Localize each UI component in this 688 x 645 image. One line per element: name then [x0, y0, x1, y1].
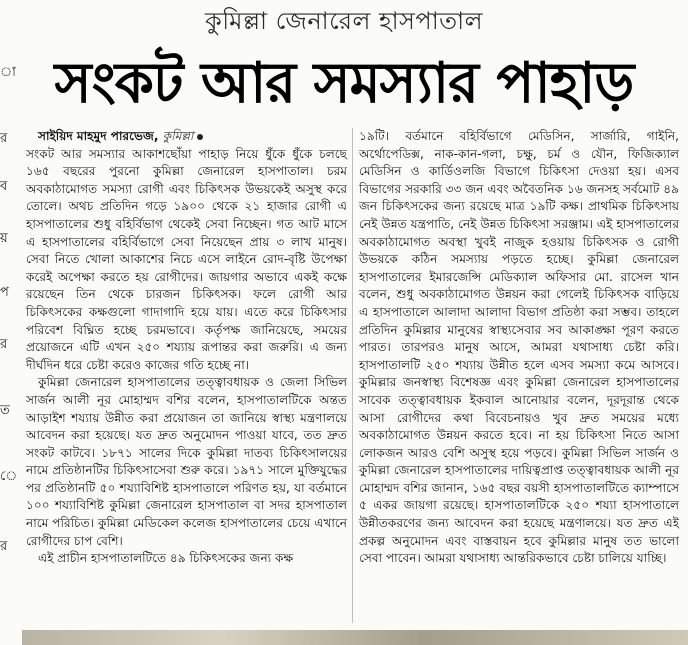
paragraph: সংকট আর সমস্যার আকাশছোঁয়া পাহাড় নিয়ে ধুঁকে ধুঁকে চলছে ১৬৫ বছরের পুরনো কুমিল্লা জেনারেল হাসপাতাল। চরম অবকাঠামোগত সমস্যা রোগী এবং চিকিৎসক উভয়কেই অসুস্থ করে তোলে। অথচ প্রতিদিন গড়ে ১৯০০ থেকে ২১ হাজার রোগী এ হাসপাতালের শুধু বহির্বিভাগ থেকেই সেবা নিচ্ছেন। গত আট মাসে এ হাসপাতালের বহির্বিভাগে সেবা নিয়েছেন প্রায় ৩ লাখ মানুষ। সেবা নিতে খোলা আকাশের নিচে এসে লাইনে রোদ-বৃষ্টি উপেক্ষা করেই অপেক্ষা করতে হয় রোগীদের। জায়গার অভাবে একই কক্ষে রয়েছেন তিন থেকে চারজন চিকিৎসক। ফলে রোগী আর চিকিৎসকের কক্ষগুলো গাদাগাদি হয়ে যায়। এতে করে চিকিৎসার পরিবেশ বিঘ্নিত হচ্ছে চরমভাবে। কর্তৃপক্ষ জানিয়েছে, সময়ের প্রয়োজনে এটি এখন ২৫০ শয্যায় রূপান্তর করা জরুরি। এ জন্য দীর্ঘদিন ধরে চেষ্টা করেও কাজের গতি হচ্ছে না। [26, 146, 347, 372]
paragraph: এই প্রাচীন হাসপাতালটিতে ৪৯ চিকিৎসকের জন্য কক্ষ [38, 551, 294, 566]
edge-glyph: া [0, 65, 16, 80]
edge-glyph: ব [0, 179, 8, 194]
article-column-1 [26, 128, 347, 568]
edge-glyph: র [0, 131, 8, 146]
edge-glyph: ত [0, 403, 10, 418]
byline-bullet-icon [197, 134, 203, 140]
article-kicker: কুমিল্লা জেনারেল হাসপাতাল [204, 7, 484, 35]
paragraph: ১৯টি। বর্তমানে বহির্বিভাগে মেডিসিন, সার্জারি, গাইনি, অর্থোপেডিক্স, নাক-কান-গলা, চক্ষু, চর্ম ও যৌন, ফিজিক্যাল মেডিসিন ও কার্ডিওলজি বিভাগে চিকিৎসা দেওয়া হয়। এসব বিভাগের সরকারি ৩৩ জন এবং অবৈতনিক ১৬ জনসহ সর্বমোট ৪৯ জন চিকিৎসকের জন্য রয়েছে মাত্র ১৯টি কক্ষ। প্রাথমিক চিকিৎসায় নেই উন্নত যন্ত্রপাতি, নেই উন্নত চিকিৎসা সরঞ্জাম। এই হাসপাতালের অবকাঠামোগত অবস্থা খুবই নাজুক হওয়ায় চিকিৎসক ও রোগী উভয়কে কঠিন সমস্যায় পড়তে হচ্ছে। কুমিল্লা জেনারেল হাসপাতালের ইমারজেন্সি মেডিক্যাল অফিসার মো. রাসেল খান বলেন, শুধু অবকাঠামোগত উন্নয়ন করা গেলেই চিকিৎসক বাড়িয়ে এ হাসপাতালে আলাদা আলাদা বিভাগ প্রতিষ্ঠা করা সম্ভব। তাহলে প্রতিদিন কুমিল্লার মানুষের স্বাস্থ্যসেবার সব আকাঙ্ক্ষা পূরণ করতে পারত। তারপরও মানুষ আসে, আমরা যথাসাধ্য চেষ্টা করি। হাসপাতালটি ২৫০ শয্যায় উন্নীত হলে এসব সমস্যা কমে আসবে। কুমিল্লার জনস্বাস্থ্য বিশেষজ্ঞ এবং কুমিল্লা জেনারেল হাসপাতালের সাবেক তত্ত্বাবধায়ক ইকবাল আনোয়ার বলেন, দূরদূরান্ত থেকে আসা রোগীদের কথা বিবেচনায়ও খুব দ্রুত সময়ের মধ্যে অবকাঠামোগত উন্নয়ন করতে হবে। না হয় চিকিৎসা নিতে আসা লোকজন আরও বেশি অসুস্থ হয়ে পড়বে। কুমিল্লা সিভিল সার্জন ও কুমিল্লা জেনারেল হাসপাতালের দায়িত্বপ্রাপ্ত তত্ত্বাবধায়ক আলী নূর মোহাম্মদ বশির জানান, ১৬৫ বছর বয়সী হাসপাতালটিতে ক্যাম্পাসে ৫ একর জায়গা রয়েছে। হাসপাতালটিকে ২৫০ শয্যা হাসপাতালে উন্নীতকরণের জন্য আবেদন করা হয়েছে মন্ত্রণালয়ে। যত দ্রুত এই প্রকল্প অনুমোদন এবং বাস্তবায়ন হবে কুমিল্লার মানুষ তত ভালো সেবা পাবেন। আমরা যথাসাধ্য আন্তরিকভাবে চেষ্টা চালিয়ে যাচ্ছি। [359, 129, 679, 566]
byline-place: কুমিল্লা [162, 129, 194, 143]
paragraph: কুমিল্লা জেনারেল হাসপাতালের তত্ত্বাবধায়ক ও জেলা সিভিল সার্জন আলী নূর মোহাম্মদ বশির বলেন, হাসপাতালটিকে অন্তত আড়াইশ শয্যায় উন্নীত করা প্রয়োজন তা জানিয়ে স্বাস্থ্য মন্ত্রণালয়ে আবেদন করা হয়েছে। যত দ্রুত অনুমোদন পাওয়া যাবে, তত দ্রুত সংকট কাটবে। ১৮৭১ সালের দিকে কুমিল্লা দাতব্য চিকিৎসালয়ের নামে প্রতিষ্ঠানটির চিকিৎসাসেবা শুরু করে। ১৯৭১ সালে মুক্তিযুদ্ধের পর প্রতিষ্ঠানটি ৫০ শয্যাবিশিষ্ট হাসপাতালে পরিণত হয়, যা বর্তমানে ১০০ শয্যাবিশিষ্ট কুমিল্লা জেনারেল হাসপাতাল বা সদর হাসপাতাল নামে পরিচিত। কুমিল্লা মেডিকেল কলেজ হাসপাতালের চেয়ে এখানে রোগীদের চাপ বেশি। [26, 375, 347, 548]
article-headline: সংকট আর সমস্যার পাহাড় [54, 50, 634, 116]
edge-glyph: প [0, 285, 9, 300]
edge-glyph: র [0, 539, 8, 554]
edge-glyph: র [0, 337, 8, 352]
column-divider [352, 128, 353, 623]
edge-glyph: য় [0, 231, 8, 246]
article-column-2 [359, 128, 679, 568]
byline-author: সাইয়িদ মাহমুদ পারভেজ, [38, 129, 159, 143]
edge-glyph: ে [0, 469, 18, 484]
byline [26, 128, 347, 146]
adjacent-photo-strip [22, 630, 688, 645]
